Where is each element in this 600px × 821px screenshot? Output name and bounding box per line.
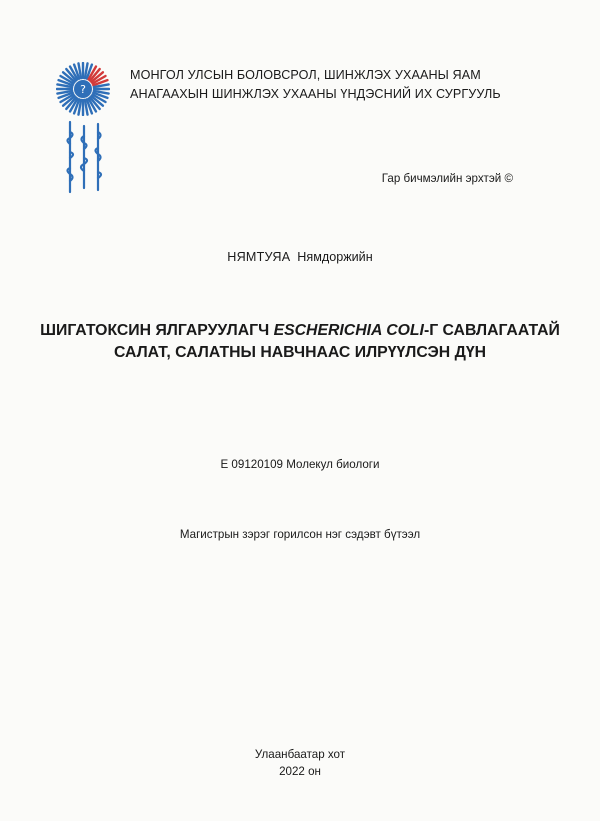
svg-text:?: ? xyxy=(80,83,86,96)
university-name: АНАГААХЫН ШИНЖЛЭХ УХААНЫ ҮНДЭСНИЙ ИХ СУРГУУЛЬ xyxy=(130,87,501,101)
author-name xyxy=(0,250,600,264)
title-suffix: -Г САВЛАГААТАЙ xyxy=(423,322,560,339)
author-last-name: Нямдоржийн xyxy=(297,250,373,264)
thesis-title-line-1 xyxy=(0,320,600,342)
thesis-title xyxy=(0,320,600,364)
degree-note: Магистрын зэрэг горилсон нэг сэдэвт бүтээл xyxy=(179,528,421,541)
institution-header xyxy=(130,66,501,104)
title-organism: ESCHERICHIA COLI xyxy=(273,322,424,339)
ministry-name: МОНГОЛ УЛСЫН БОЛОВСРОЛ, ШИНЖЛЭХ УХААНЫ ЯАМ xyxy=(130,68,481,82)
copyright-note: Гар бичмэлийн эрхтэй © xyxy=(381,172,513,185)
year: 2022 он xyxy=(279,765,321,778)
thesis-title-line-2: САЛАТ, САЛАТНЫ НАВЧНААС ИЛРҮҮЛСЭН ДҮН xyxy=(113,344,487,361)
city: Улаанбаатар хот xyxy=(254,748,346,761)
university-emblem-icon xyxy=(56,62,110,116)
place-and-year xyxy=(0,746,600,780)
title-prefix: ШИГАТОКСИН ЯЛГАРУУЛАГЧ xyxy=(40,322,274,339)
mongolian-script-logo-icon xyxy=(60,118,108,196)
author-first-name: НЯМТУЯА xyxy=(227,250,291,264)
specialty-code: E 09120109 Молекул биологи xyxy=(220,458,380,471)
